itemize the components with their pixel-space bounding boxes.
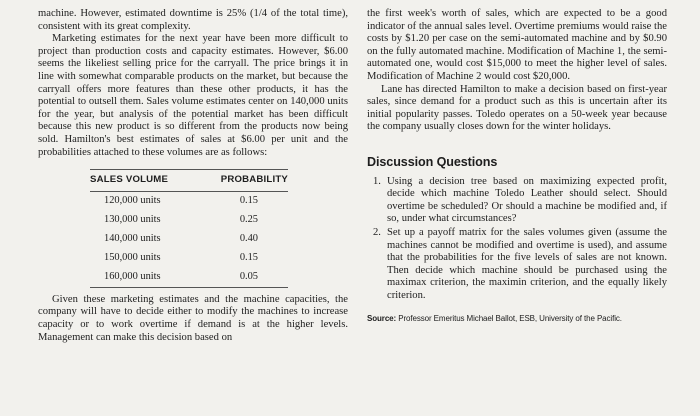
question-text: Set up a payoff matrix for the sales volumes given (assume the machines cannot be modified and overtime is used), and assume that the probabilities for the five levels of sales are not known. Then decide which machine should be purchased using the maximax criterion, the maximin criterion, and the equally likely criterion. <box>387 226 667 301</box>
list-item <box>367 227 667 303</box>
sales-volume-cell: 120,000 units <box>104 194 161 206</box>
probability-cell: 0.40 <box>239 232 258 244</box>
discussion-questions-list <box>367 176 667 303</box>
sales-volume-cell: 140,000 units <box>104 232 161 244</box>
source-text: Professor Emeritus Michael Ballot, ESB, University of the Pacific. <box>398 314 622 324</box>
left-paragraph-3: Given these marketing estimates and the machine capacities, the company will have to decide either to modify the machines to increase capacity or to work overtime if demand is at the higher levels. Management can make this decision based on <box>38 293 348 343</box>
probability-cell: 0.05 <box>196 268 288 288</box>
question-text: Using a decision tree based on maximizing expected profit, decide which machine Toledo Leather should select. Should overtime be scheduled? Or should a machine be modified and, if so, under what circumstances? <box>387 175 667 225</box>
probability-cell: 0.15 <box>239 194 258 206</box>
source-label: Source: <box>367 314 397 324</box>
sales-volume-table <box>90 169 288 288</box>
list-item <box>367 176 667 226</box>
question-number: 1. <box>373 175 381 187</box>
probability-cell: 0.25 <box>239 213 258 225</box>
table-row <box>90 249 288 268</box>
sales-volume-cell: 150,000 units <box>104 251 161 263</box>
left-paragraph-2: Marketing estimates for the next year have been more difficult to project than production costs and capacity estimates. However, $6.00 seems the likeliest selling price for the carryall. The price brings it in line with somewhat comparable products on the market, but because the carryall offers more features than these other products, it has the potential to outsell them. Sales volume estimates center on 140,000 units for the year, but analysis of the potential market has been difficult because this new product is so different from the products now being sold. Hamilton's best estimates of sales at $6.00 per unit and the probabilities attached to these volumes are as follows: <box>38 33 348 158</box>
left-column <box>38 8 348 344</box>
source-citation <box>367 313 667 326</box>
sales-volume-header: SALES VOLUME <box>90 170 196 192</box>
table-row <box>90 230 288 249</box>
right-column <box>367 8 667 326</box>
table-header-row <box>90 170 288 192</box>
table-row <box>90 191 288 211</box>
table-row <box>90 268 288 288</box>
question-number: 2. <box>373 226 381 238</box>
right-paragraph-2: Lane has directed Hamilton to make a decision based on first-year sales, since demand for a product such as this is uncertain after its initial popularity passes. Toledo operates on a 50-week year because the company usually closes down for the winter holidays. <box>367 83 667 133</box>
sales-volume-cell: 130,000 units <box>104 213 161 225</box>
probability-cell: 0.15 <box>239 251 258 263</box>
table-row <box>90 211 288 230</box>
probability-header: PROBABILITY <box>196 170 288 192</box>
left-paragraph-1: machine. However, estimated downtime is 25% (1/4 of the total time), consistent with its great complexity. <box>38 8 348 32</box>
sales-volume-cell: 160,000 units <box>90 268 196 288</box>
discussion-questions-heading: Discussion Questions <box>367 154 498 169</box>
right-paragraph-1: the first week's worth of sales, which are expected to be a good indicator of the annual sales level. Overtime premiums would raise the costs by $1.20 per case on the semi-automated machine and by $0.90 on the fully automated machine. Modification of Machine 1, the semi-automated one, would cost $15,000 to meet the higher level of sales. Modification of Machine 2 would cost $20,000. <box>367 8 667 82</box>
